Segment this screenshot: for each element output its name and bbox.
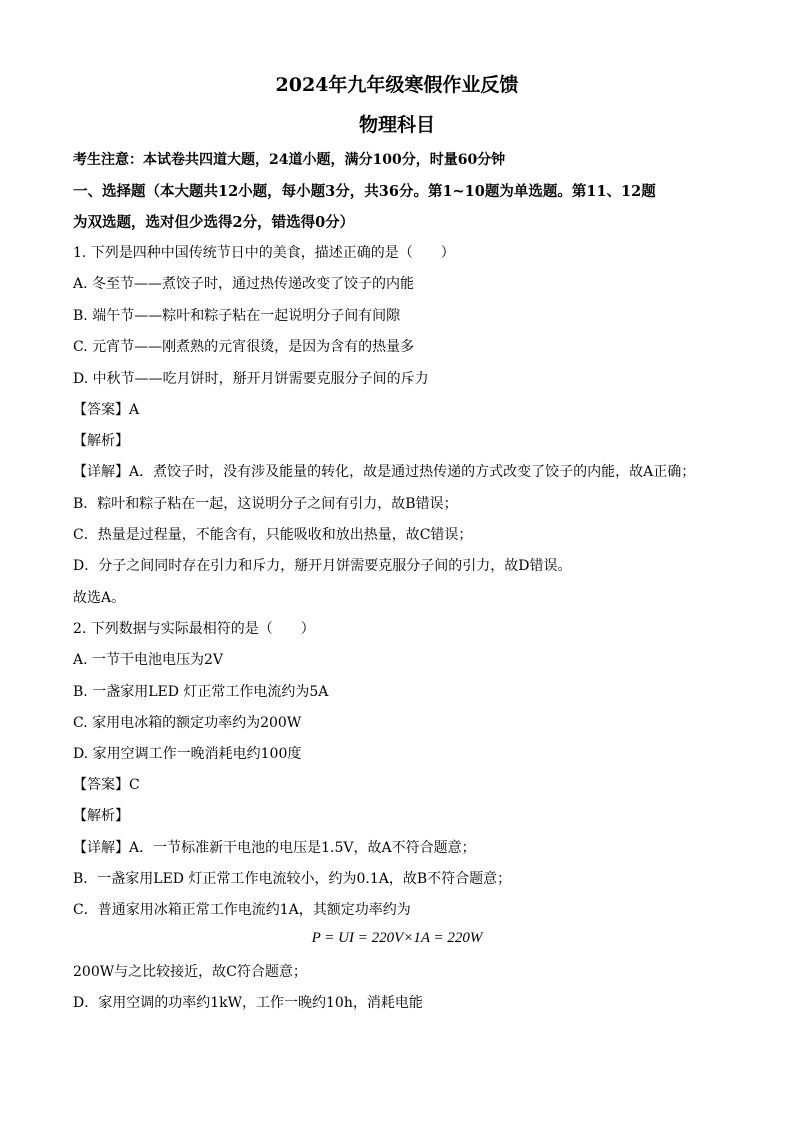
q2-option-b: B. 一盏家用LED 灯正常工作电流约为5A <box>73 684 329 700</box>
q2-stem: 2. 下列数据与实际最相符的是（ ） <box>73 621 315 637</box>
q1-option-b: B. 端午节——粽叶和粽子粘在一起说明分子间有间隙 <box>73 308 401 324</box>
page-subtitle: 物理科目 <box>358 114 435 136</box>
q1-detail-a: 【详解】A．煮饺子时，没有涉及能量的转化，故是通过热传递的方式改变了饺子的内能，故A正确； <box>73 464 696 480</box>
q1-detail-d: D．分子之间同时存在引力和斥力，掰开月饼需要克服分子间的引力，故D错误。 <box>73 558 572 574</box>
exam-notice: 考生注意：本试卷共四道大题，24道小题，满分100分，时量60分钟 <box>73 152 506 168</box>
q1-option-a: A. 冬至节——煮饺子时，通过热传递改变了饺子的内能 <box>73 276 415 292</box>
q2-detail-c: C．普通家用冰箱正常工作电流约1A，其额定功率约为 <box>73 902 411 918</box>
q1-answer: 【答案】A <box>73 402 140 418</box>
q2-analysis-label: 【解析】 <box>73 808 129 824</box>
page-title: 2024年九年级寒假作业反馈 <box>275 74 519 96</box>
section-heading-line-1: 一、选择题（本大题共12小题，每小题3分，共36分。第1~10题为单选题。第11、12题 <box>73 183 656 200</box>
q2-detail-d: D．家用空调的功率约1kW，工作一晚约10h，消耗电能 <box>73 995 423 1011</box>
q2-power-formula: P = UI = 220V×1A = 220W <box>311 930 483 946</box>
q1-analysis-label: 【解析】 <box>73 433 129 449</box>
q1-conclusion: 故选A。 <box>73 590 126 606</box>
q2-detail-c-continued: 200W与之比较接近，故C符合题意； <box>73 964 307 980</box>
q2-answer: 【答案】C <box>73 777 140 793</box>
q1-option-d: D. 中秋节——吃月饼时，掰开月饼需要克服分子间的斥力 <box>73 371 429 387</box>
q2-detail-a: 【详解】A．一节标准新干电池的电压是1.5V，故A不符合题意； <box>73 840 476 856</box>
q2-detail-b: B．一盏家用LED 灯正常工作电流较小，约为0.1A，故B不符合题意； <box>73 871 512 887</box>
q1-detail-b: B．粽叶和粽子粘在一起，这说明分子之间有引力，故B错误； <box>73 496 458 512</box>
q2-option-a: A. 一节干电池电压为2V <box>73 652 224 668</box>
q2-option-c: C. 家用电冰箱的额定功率约为200W <box>73 715 302 731</box>
q1-detail-c: C．热量是过程量，不能含有，只能吸收和放出热量，故C错误； <box>73 527 473 543</box>
q1-stem: 1. 下列是四种中国传统节日中的美食，描述正确的是（ ） <box>73 245 455 261</box>
q1-option-c: C. 元宵节——刚煮熟的元宵很烫，是因为含有的热量多 <box>73 339 415 355</box>
q2-option-d: D. 家用空调工作一晚消耗电约100度 <box>73 746 302 762</box>
section-heading-line-2: 为双选题，选对但少选得2分，错选得0分） <box>73 214 355 231</box>
